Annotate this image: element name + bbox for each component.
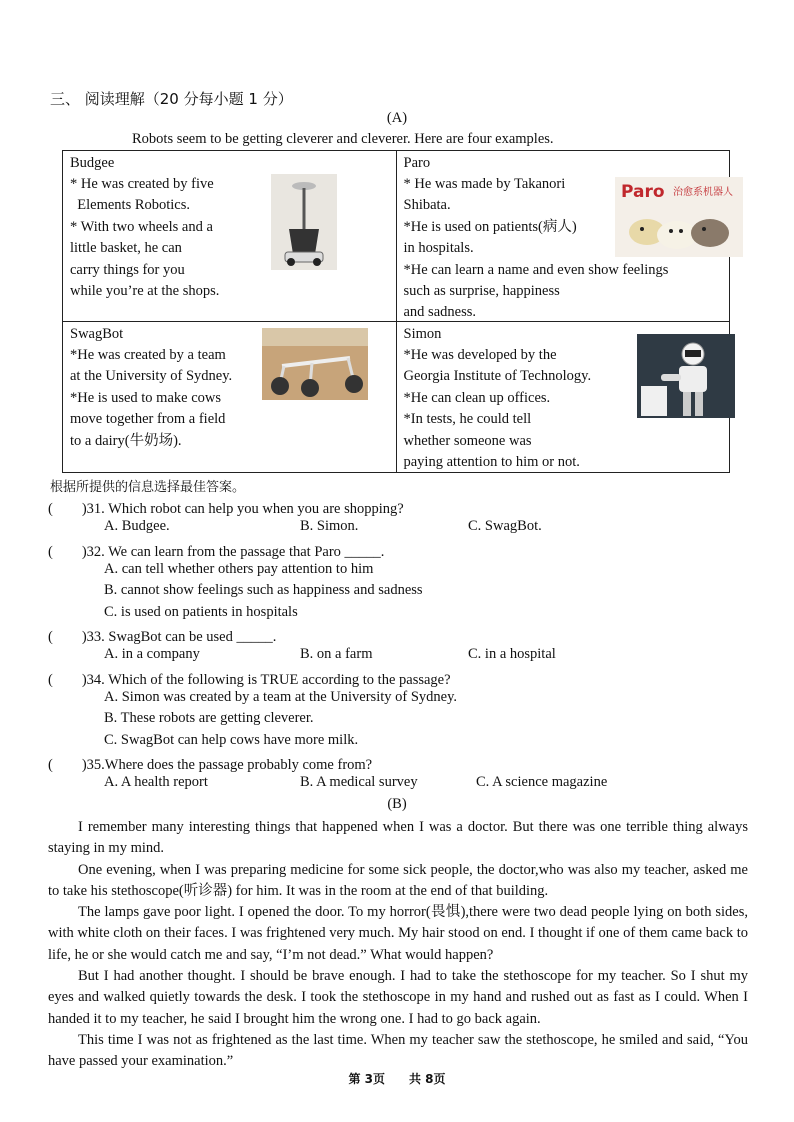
paro-logo-sub: 治愈系机器人 — [672, 187, 733, 198]
option: B. These robots are getting cleverer. — [104, 710, 314, 726]
robot-line: to a dairy(牛奶场). — [70, 433, 182, 449]
option: C. A science magazine — [476, 774, 608, 790]
option: B. on a farm — [300, 646, 373, 662]
robot-cell-paro — [396, 151, 733, 322]
instruction: 根据所提供的信息选择最佳答案。 — [50, 480, 246, 495]
paragraph-text: I remember many interesting things that happened when I was a doctor. But there was one terrible thing always staying in my mind. — [48, 819, 748, 857]
robot-line: *He can clean up offices. — [403, 390, 551, 406]
paragraph — [48, 966, 748, 1030]
robot-cell-swagbot — [63, 322, 397, 473]
budgee-robot-image — [271, 174, 337, 270]
robot-line: such as surprise, happiness — [403, 283, 560, 299]
question-34: ( )34. Which of the following is TRUE according to the passage? — [48, 672, 451, 688]
robot-line: carry things for you — [70, 262, 185, 278]
robot-line: in hospitals. — [403, 240, 474, 256]
robot-name: SwagBot — [70, 326, 124, 342]
robot-line: * He was made by Takanori — [403, 176, 566, 192]
robot-line: Elements Robotics. — [70, 197, 191, 213]
question-32: ( )32. We can learn from the passage that Paro _____. — [48, 544, 385, 560]
robot-line: while you’re at the shops. — [70, 283, 220, 299]
option: B. Simon. — [300, 518, 359, 534]
robot-line: *He was developed by the — [403, 347, 557, 363]
simon-robot-image — [637, 334, 735, 418]
question-31: ( )31. Which robot can help you when you are shopping? — [48, 501, 404, 517]
option: C. is used on patients in hospitals — [104, 604, 298, 620]
robot-name: Paro — [403, 155, 431, 171]
question-33: ( )33. SwagBot can be used _____. — [48, 629, 277, 645]
paragraph-text: One evening, when I was preparing medicine for some sick people, the doctor,who was also my teacher, asked me to take his stethoscope(听诊器) for him. It was in the room at the end of that building. — [48, 862, 748, 900]
paragraph — [48, 817, 748, 860]
robot-cell-simon — [396, 322, 730, 473]
robot-line: little basket, he can — [70, 240, 182, 256]
robot-line: *He is used on patients(病人) — [403, 219, 577, 235]
robot-line: * With two wheels and a — [70, 219, 213, 235]
paragraph — [48, 902, 748, 966]
robot-line: * He was created by five — [70, 176, 214, 192]
paragraph — [48, 1030, 748, 1073]
robot-line: *He was created by a team — [70, 347, 226, 363]
paragraph-text: But I had another thought. I should be brave enough. I had to take the stethoscope for my teacher. So I shut my eyes and walked quietly towards the desk. I took the stethoscope in my hand and rushed out as fast as I could. When I handed it to my teacher, he said I brought him the wrong one. I had to go back again. — [48, 968, 748, 1027]
part-a-intro: Robots seem to be getting cleverer and cleverer. Here are four examples. — [132, 131, 554, 147]
part-a-label: (A) — [386, 110, 408, 126]
option: A. can tell whether others pay attention to him — [104, 561, 374, 577]
robot-line: *He can learn a name and even show feelings — [403, 262, 669, 278]
paragraph-text: The lamps gave poor light. I opened the door. To my horror(畏惧),there were two dead people lying on both sides, with white cloth on their faces. I was frightened very much. My hair stood on end. I thought if one of them came back to life, he or she would catch me and say, “I’m not dead.” What would happen? — [48, 904, 748, 963]
robot-line: Georgia Institute of Technology. — [403, 368, 592, 384]
option: B. A medical survey — [300, 774, 418, 790]
robot-name: Simon — [403, 326, 442, 342]
robot-line: *In tests, he could tell — [403, 411, 532, 427]
paragraph — [48, 860, 748, 903]
robot-line: Shibata. — [403, 197, 451, 213]
robots-table — [62, 150, 733, 473]
option: C. SwagBot. — [468, 518, 542, 534]
page-footer: 第 3页 共 8页 — [348, 1072, 446, 1086]
robot-line: at the University of Sydney. — [70, 368, 233, 384]
robot-line: *He is used to make cows — [70, 390, 222, 406]
option: A. in a company — [104, 646, 200, 662]
robot-line: paying attention to him or not. — [403, 454, 580, 470]
option: C. in a hospital — [468, 646, 556, 662]
paro-seal-image — [615, 177, 743, 257]
robot-cell-budgee — [63, 151, 397, 322]
option: C. SwagBot can help cows have more milk. — [104, 732, 359, 748]
option: A. Budgee. — [104, 518, 170, 534]
paragraph-text: This time I was not as frightened as the last time. When my teacher saw the stethoscope, he smiled and said, “You have passed your examination.” — [48, 1032, 748, 1070]
option: A. A health report — [104, 774, 208, 790]
section-title: 三、 阅读理解（20 分每小题 1 分） — [50, 90, 293, 108]
robot-name: Budgee — [70, 155, 115, 171]
paro-logo-text: Paro — [620, 182, 665, 202]
part-b-label: (B) — [387, 796, 407, 812]
option: B. cannot show feelings such as happiness and sadness — [104, 582, 423, 598]
robot-line: and sadness. — [403, 304, 476, 320]
option: A. Simon was created by a team at the University of Sydney. — [104, 689, 458, 705]
robot-line: whether someone was — [403, 433, 532, 449]
swagbot-robot-image — [262, 328, 368, 400]
question-35: ( )35.Where does the passage probably come from? — [48, 757, 373, 773]
robot-line: move together from a field — [70, 411, 226, 427]
